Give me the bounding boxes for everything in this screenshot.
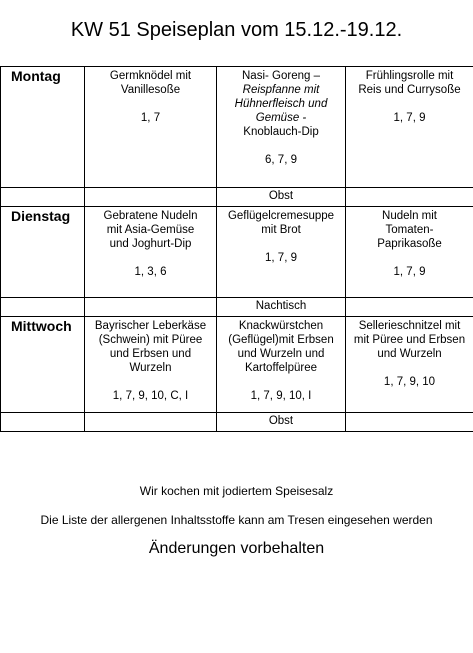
empty-cell — [85, 413, 217, 432]
meal-cell — [346, 67, 473, 188]
day-label: Dienstag — [1, 207, 85, 298]
dish-text: Frühlingsrolle mit Reis und Currysoße — [358, 70, 461, 96]
empty-cell — [85, 188, 217, 207]
allergen-codes: 6, 7, 9 — [265, 154, 297, 166]
day-row-montag — [1, 67, 473, 188]
extra-label: Obst — [217, 413, 346, 432]
changes-note: Änderungen vorbehalten — [148, 540, 325, 557]
extra-label: Nachtisch — [217, 298, 346, 317]
dish-text: Geflügelcremesuppe mit Brot — [227, 210, 335, 236]
meal-cell — [217, 317, 346, 413]
empty-cell — [346, 298, 473, 317]
dish-text-prefix: Nasi- Goreng – — [242, 70, 320, 82]
dish-text: Gebratene Nudeln mit Asia-Gemüse und Joghurt-Dip — [103, 210, 198, 250]
day-row-mittwoch — [1, 317, 473, 413]
meal-cell — [217, 67, 346, 188]
dish-text-italic: Reispfanne mit Hühnerfleisch und Gemüse - — [234, 84, 328, 124]
day-label: Montag — [1, 67, 85, 188]
salt-note: Wir kochen mit jodiertem Speisesalz — [139, 484, 334, 498]
meal-cell — [85, 317, 217, 413]
allergen-note: Die Liste der allergenen Inhaltsstoffe kann am Tresen eingesehen werden — [40, 513, 433, 527]
dish-text: Bayrischer Leberkäse (Schwein) mit Püree und Erbsen und Wurzeln — [94, 320, 207, 374]
extra-row — [1, 188, 473, 207]
meal-cell — [85, 207, 217, 298]
allergen-codes: 1, 7, 9 — [393, 266, 426, 278]
extra-row — [1, 413, 473, 432]
allergen-codes: 1, 7, 9, 10 — [383, 376, 436, 388]
extra-row — [1, 298, 473, 317]
page-title: KW 51 Speiseplan vom 15.12.-19.12. — [70, 19, 403, 41]
allergen-codes: 1, 7, 9, 10, I — [250, 390, 312, 402]
menu-table — [0, 66, 473, 432]
empty-cell — [346, 188, 473, 207]
allergen-codes: 1, 7, 9, 10, C, I — [112, 390, 189, 402]
day-label: Mittwoch — [1, 317, 85, 413]
meal-cell — [217, 207, 346, 298]
allergen-codes: 1, 7 — [140, 112, 161, 124]
allergen-codes: 1, 3, 6 — [134, 266, 167, 278]
allergen-codes: 1, 7, 9 — [265, 252, 297, 264]
dish-text: Germknödel mit Vanillesoße — [109, 70, 192, 96]
meal-cell — [346, 317, 473, 413]
empty-cell — [346, 413, 473, 432]
dish-text: Nudeln mit Tomaten- Paprikasoße — [377, 210, 442, 250]
empty-cell — [1, 298, 85, 317]
extra-label: Obst — [217, 188, 346, 207]
empty-cell — [85, 298, 217, 317]
day-row-dienstag — [1, 207, 473, 298]
empty-cell — [1, 188, 85, 207]
allergen-codes: 1, 7, 9 — [393, 112, 426, 124]
dish-text-suffix: Knoblauch-Dip — [243, 126, 319, 138]
empty-cell — [1, 413, 85, 432]
dish-text: Knackwürstchen (Geflügel)mit Erbsen und Wurzeln und Kartoffelpüree — [228, 320, 334, 374]
meal-cell — [85, 67, 217, 188]
meal-cell — [346, 207, 473, 298]
dish-text: Sellerieschnitzel mit mit Püree und Erbsen und Wurzeln — [353, 320, 466, 360]
